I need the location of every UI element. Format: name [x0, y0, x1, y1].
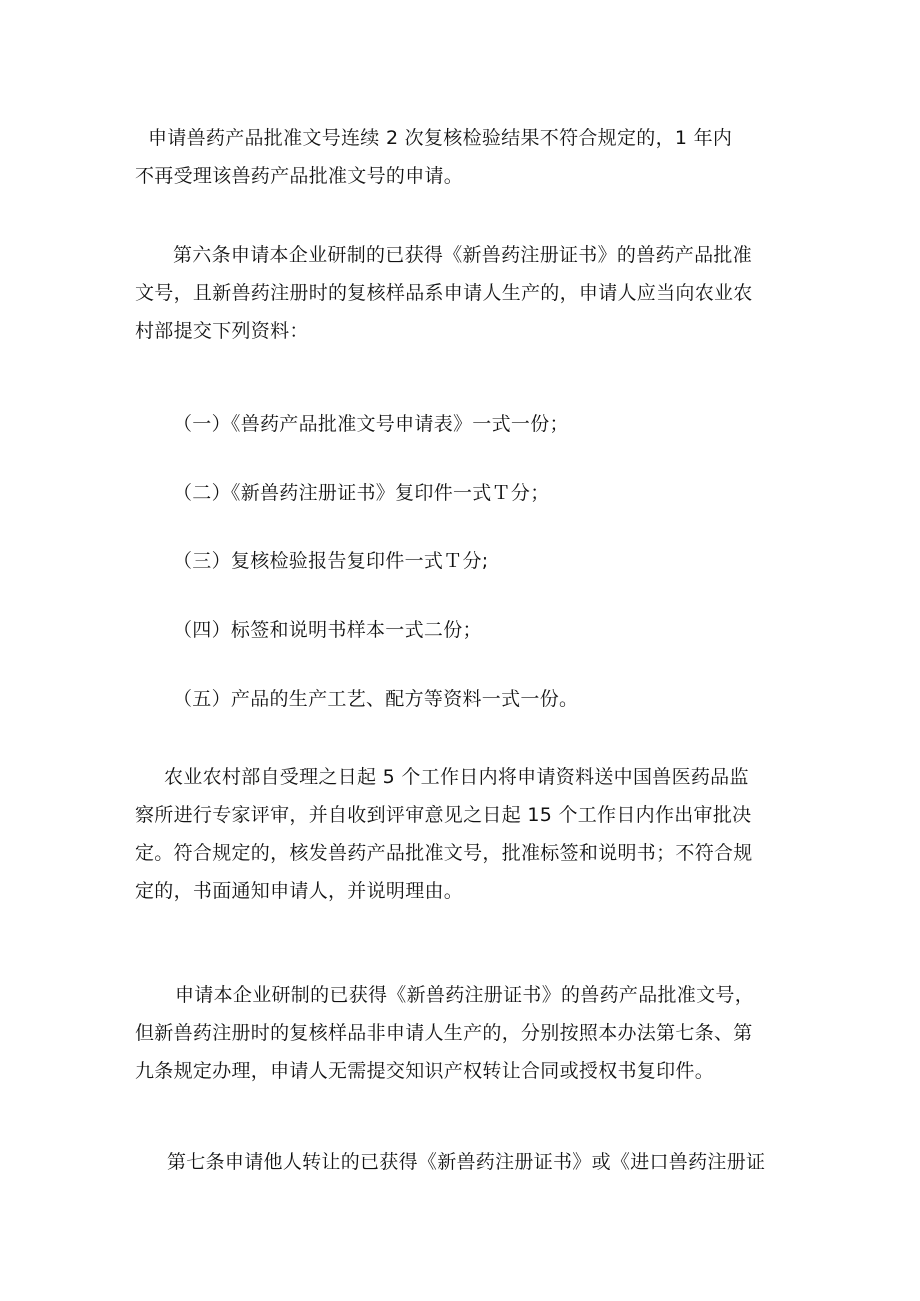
paragraph-line: 申请兽药产品批准文号连续 2 次复核检验结果不符合规定的，1 年内 — [148, 127, 733, 149]
list-item-text: （五）产品的生产工艺、配方等资料一式一份。 — [173, 688, 579, 710]
list-item-4 — [137, 611, 787, 649]
paragraph-line: 申请本企业研制的已获得《新兽药注册证书》的兽药产品批准文号， — [175, 984, 755, 1006]
paragraph-line: 农业农村部自受理之日起 5 个工作日内将申请资料送中国兽医药品监 — [164, 766, 749, 788]
list-item-text: （三）复核检验报告复印件一式Ｔ分; — [173, 550, 489, 572]
paragraph-line: 察所进行专家评审，并自收到评审意见之日起 15 个工作日内作出审批决 — [135, 804, 752, 826]
paragraph-line: 第六条申请本企业研制的已获得《新兽药注册证书》的兽药产品批准 — [173, 244, 753, 266]
paragraph-line: 定的，书面通知申请人，并说明理由。 — [135, 880, 464, 902]
paragraph-line: 第七条申请他人转让的已获得《新兽药注册证书》或《进口兽药注册证 — [167, 1151, 766, 1173]
paragraph-line: 不再受理该兽药产品批准文号的申请。 — [135, 165, 464, 187]
paragraph-article-6 — [137, 236, 787, 350]
paragraph-line: 九条规定办理，申请人无需提交知识产权转让合同或授权书复印件。 — [135, 1060, 715, 1082]
paragraph-line: 村部提交下列资料： — [135, 320, 309, 342]
paragraph-1 — [137, 119, 787, 195]
paragraph-review-process — [137, 758, 787, 910]
paragraph-article-7 — [137, 1143, 787, 1181]
list-item-text: （四）标签和说明书样本一式二份； — [173, 619, 482, 641]
paragraph-line: 但新兽药注册时的复核样品非申请人生产的，分别按照本办法第七条、第 — [135, 1022, 753, 1044]
list-item-text: （一）《兽药产品批准文号申请表》一式一份； — [173, 413, 569, 435]
list-item-text: （二）《新兽药注册证书》复印件一式Ｔ分； — [173, 482, 550, 504]
paragraph-line: 定。符合规定的，核发兽药产品批准文号，批准标签和说明书；不符合规 — [135, 842, 753, 864]
list-item-3 — [137, 542, 787, 580]
list-item-2 — [137, 474, 787, 512]
paragraph-non-applicant-sample — [137, 976, 787, 1090]
list-item-1 — [137, 405, 787, 443]
list-item-5 — [137, 680, 787, 718]
paragraph-line: 文号，且新兽药注册时的复核样品系申请人生产的，申请人应当向农业农 — [135, 282, 753, 304]
